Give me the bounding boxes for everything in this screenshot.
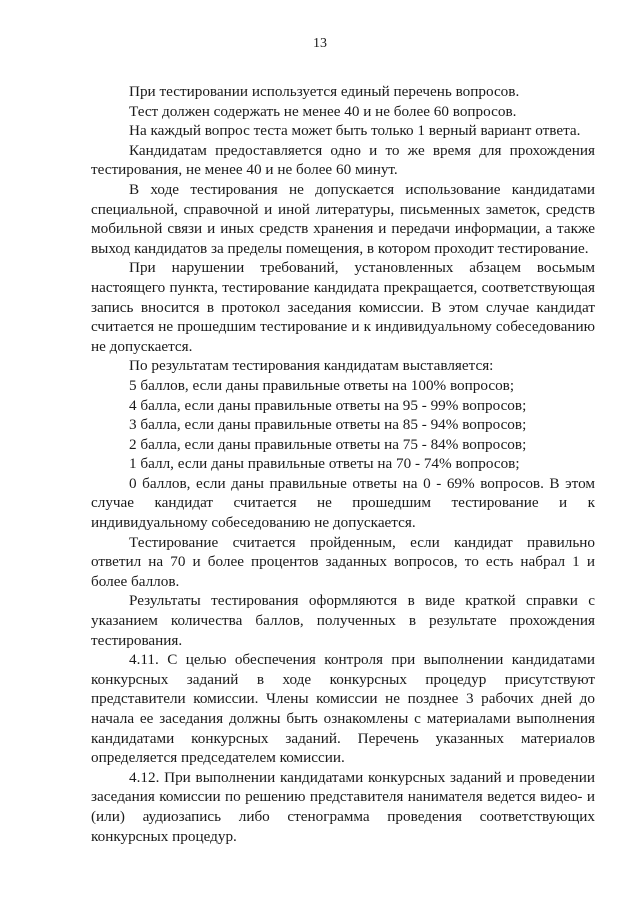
page-number: 13 [313, 36, 327, 51]
paragraph: Результаты тестирования оформляются в виде краткой справки с указанием количества баллов, полученных в результате прохождения тестирования. [91, 592, 595, 649]
paragraph: В ходе тестирования не допускается использование кандидатами специальной, справочной и иной литературы, письменных заметок, средств мобильной связи и иных средств хранения и передачи информации, а также выход кандидатов за пределы помещения, в котором проходит тестирование. [91, 180, 595, 257]
score-list-item: 5 баллов, если даны правильные ответы на 100% вопросов; [129, 376, 515, 394]
paragraph: Тестирование считается пройденным, если кандидат правильно ответил на 70 и более процентов заданных вопросов, то есть набрал 1 и более баллов. [91, 533, 595, 590]
score-list-item: 3 балла, если даны правильные ответы на 85 - 94% вопросов; [129, 416, 527, 434]
section-4-12: 4.12. При выполнении кандидатами конкурсных заданий и проведении заседания комиссии по решению представителя нанимателя ведется видео- и (или) аудиозапись либо стенограмма проведения соответствующих конкурсных процедур. [91, 768, 595, 845]
paragraph: По результатам тестирования кандидатам выставляется: [129, 357, 494, 375]
paragraph: Кандидатам предоставляется одно и то же время для прохождения тестирования, не менее 40 и не более 60 минут. [91, 141, 595, 179]
paragraph: При тестировании используется единый перечень вопросов. [129, 83, 520, 100]
score-list-item: 1 балл, если даны правильные ответы на 70 - 74% вопросов; [129, 455, 520, 473]
paragraph: Тест должен содержать не менее 40 и не более 60 вопросов. [129, 102, 517, 120]
paragraph: На каждый вопрос теста может быть только 1 верный вариант ответа. [129, 122, 581, 140]
score-list-item: 2 балла, если даны правильные ответы на 75 - 84% вопросов; [129, 435, 527, 453]
score-list-item: 4 балла, если даны правильные ответы на 95 - 99% вопросов; [129, 396, 527, 414]
section-4-11: 4.11. С целью обеспечения контроля при выполнении кандидатами конкурсных заданий в ходе конкурсных процедур присутствуют представители комиссии. Члены комиссии не позднее 3 рабочих дней до начала ее заседания должны быть ознакомлены с материалами выполнения кандидатами конкурсных заданий. Перечень указанных материалов определяется председателем комиссии. [91, 651, 595, 767]
document-body [91, 82, 595, 846]
score-list-item: 0 баллов, если даны правильные ответы на 0 - 69% вопросов. В этом случае кандидат считается не прошедшим тестирование и к индивидуальному собеседованию не допускается. [91, 474, 595, 532]
paragraph: При нарушении требований, установленных абзацем восьмым настоящего пункта, тестирование кандидата прекращается, соответствующая запись вносится в протокол заседания комиссии. В этом случае кандидат считается не прошедшим тестирование и к индивидуальному собеседованию не допускается. [91, 259, 595, 355]
